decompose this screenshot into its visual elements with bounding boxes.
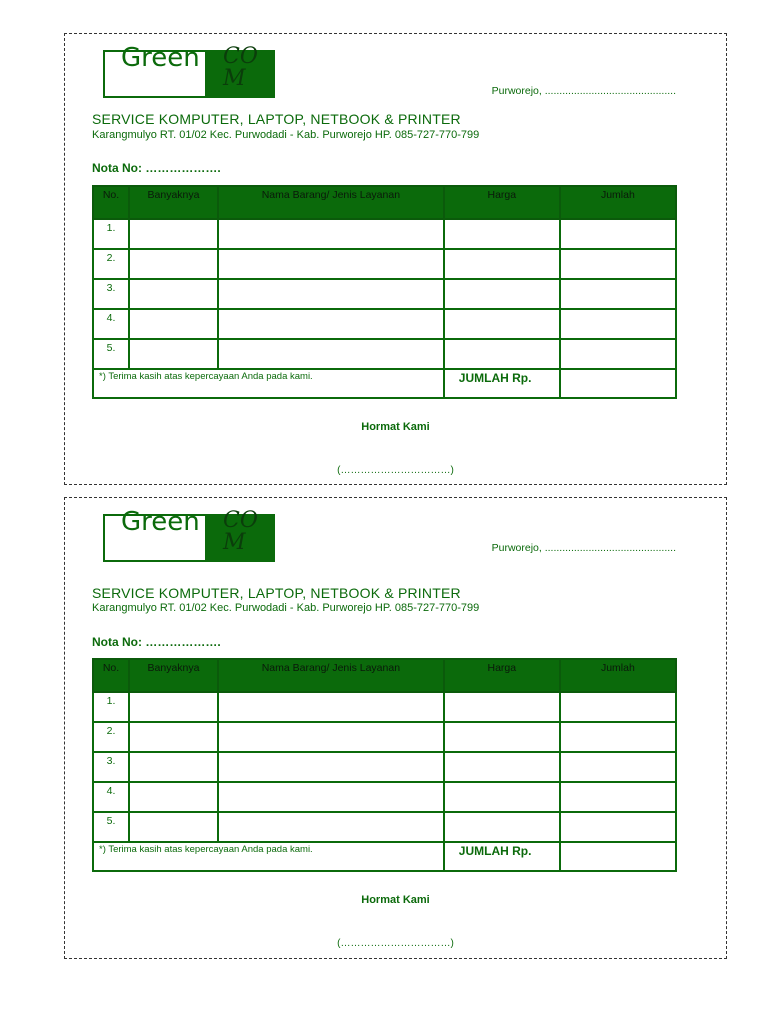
item-name-cell[interactable] <box>218 722 444 752</box>
qty-cell[interactable] <box>129 309 218 339</box>
thank-you-note: *) Terima kasih atas kepercayaan Anda pada kami. <box>93 369 444 398</box>
items-table <box>92 658 677 872</box>
price-cell[interactable] <box>444 309 560 339</box>
amount-cell[interactable] <box>560 219 676 249</box>
table-row <box>93 279 676 309</box>
price-cell[interactable] <box>444 782 560 812</box>
row-number: 2. <box>93 249 129 279</box>
total-amount-cell[interactable] <box>560 842 676 871</box>
qty-cell[interactable] <box>129 782 218 812</box>
header-harga: Harga <box>444 659 560 692</box>
amount-cell[interactable] <box>560 692 676 722</box>
amount-cell[interactable] <box>560 782 676 812</box>
table-row <box>93 782 676 812</box>
qty-cell[interactable] <box>129 752 218 782</box>
row-number: 4. <box>93 782 129 812</box>
price-cell[interactable] <box>444 722 560 752</box>
receipt-form-2 <box>64 497 727 959</box>
amount-cell[interactable] <box>560 249 676 279</box>
service-title: SERVICE KOMPUTER, LAPTOP, NETBOOK & PRINTER <box>92 111 461 127</box>
signature-line: (……………………………) <box>337 465 454 476</box>
row-number: 1. <box>93 219 129 249</box>
table-row <box>93 309 676 339</box>
logo-text-com: COM <box>223 44 258 91</box>
table-row <box>93 339 676 369</box>
place-date-field: Purworejo, ............................................. <box>491 542 676 554</box>
row-number: 4. <box>93 309 129 339</box>
price-cell[interactable] <box>444 339 560 369</box>
price-cell[interactable] <box>444 692 560 722</box>
address: Karangmulyo RT. 01/02 Kec. Purwodadi - Kab. Purworejo HP. 085-727-770-799 <box>92 602 480 614</box>
qty-cell[interactable] <box>129 722 218 752</box>
table-header-row <box>93 659 676 692</box>
header-nama-barang: Nama Barang/ Jenis Layanan <box>218 659 444 692</box>
price-cell[interactable] <box>444 279 560 309</box>
item-name-cell[interactable] <box>218 219 444 249</box>
item-name-cell[interactable] <box>218 812 444 842</box>
price-cell[interactable] <box>444 219 560 249</box>
item-name-cell[interactable] <box>218 692 444 722</box>
header-banyaknya: Banyaknya <box>129 659 218 692</box>
nota-number: Nota No: ………………. <box>92 635 221 649</box>
qty-cell[interactable] <box>129 812 218 842</box>
price-cell[interactable] <box>444 249 560 279</box>
price-cell[interactable] <box>444 812 560 842</box>
items-table <box>92 185 677 399</box>
amount-cell[interactable] <box>560 812 676 842</box>
logo <box>103 507 275 562</box>
table-row <box>93 752 676 782</box>
table-header-row <box>93 186 676 219</box>
qty-cell[interactable] <box>129 339 218 369</box>
row-number: 5. <box>93 812 129 842</box>
row-number: 1. <box>93 692 129 722</box>
item-name-cell[interactable] <box>218 782 444 812</box>
amount-cell[interactable] <box>560 722 676 752</box>
row-number: 5. <box>93 339 129 369</box>
table-row <box>93 722 676 752</box>
header-harga: Harga <box>444 186 560 219</box>
header-no: No. <box>93 186 129 219</box>
closing-text: Hormat Kami <box>361 421 430 433</box>
nota-number: Nota No: ………………. <box>92 161 221 175</box>
qty-cell[interactable] <box>129 249 218 279</box>
table-row <box>93 249 676 279</box>
header-jumlah: Jumlah <box>560 186 676 219</box>
signature-line: (……………………………) <box>337 938 454 949</box>
amount-cell[interactable] <box>560 752 676 782</box>
amount-cell[interactable] <box>560 339 676 369</box>
total-row <box>93 842 676 871</box>
item-name-cell[interactable] <box>218 249 444 279</box>
logo-text-green: Green <box>121 43 200 73</box>
header-banyaknya: Banyaknya <box>129 186 218 219</box>
table-row <box>93 812 676 842</box>
price-cell[interactable] <box>444 752 560 782</box>
row-number: 2. <box>93 722 129 752</box>
amount-cell[interactable] <box>560 309 676 339</box>
logo <box>103 43 275 98</box>
closing-text: Hormat Kami <box>361 894 430 906</box>
table-row <box>93 692 676 722</box>
row-number: 3. <box>93 752 129 782</box>
header-no: No. <box>93 659 129 692</box>
item-name-cell[interactable] <box>218 752 444 782</box>
logo-text-green: Green <box>121 507 200 537</box>
address: Karangmulyo RT. 01/02 Kec. Purwodadi - Kab. Purworejo HP. 085-727-770-799 <box>92 129 480 141</box>
total-amount-cell[interactable] <box>560 369 676 398</box>
qty-cell[interactable] <box>129 692 218 722</box>
item-name-cell[interactable] <box>218 309 444 339</box>
receipt-form-1 <box>64 33 727 485</box>
amount-cell[interactable] <box>560 279 676 309</box>
total-label: JUMLAH Rp. <box>444 842 560 871</box>
qty-cell[interactable] <box>129 219 218 249</box>
row-number: 3. <box>93 279 129 309</box>
thank-you-note: *) Terima kasih atas kepercayaan Anda pada kami. <box>93 842 444 871</box>
service-title: SERVICE KOMPUTER, LAPTOP, NETBOOK & PRINTER <box>92 585 461 601</box>
header-nama-barang: Nama Barang/ Jenis Layanan <box>218 186 444 219</box>
header-jumlah: Jumlah <box>560 659 676 692</box>
table-row <box>93 219 676 249</box>
place-date-field: Purworejo, ............................................. <box>491 85 676 97</box>
total-row <box>93 369 676 398</box>
item-name-cell[interactable] <box>218 279 444 309</box>
total-label: JUMLAH Rp. <box>444 369 560 398</box>
item-name-cell[interactable] <box>218 339 444 369</box>
logo-text-com: COM <box>223 508 258 555</box>
qty-cell[interactable] <box>129 279 218 309</box>
